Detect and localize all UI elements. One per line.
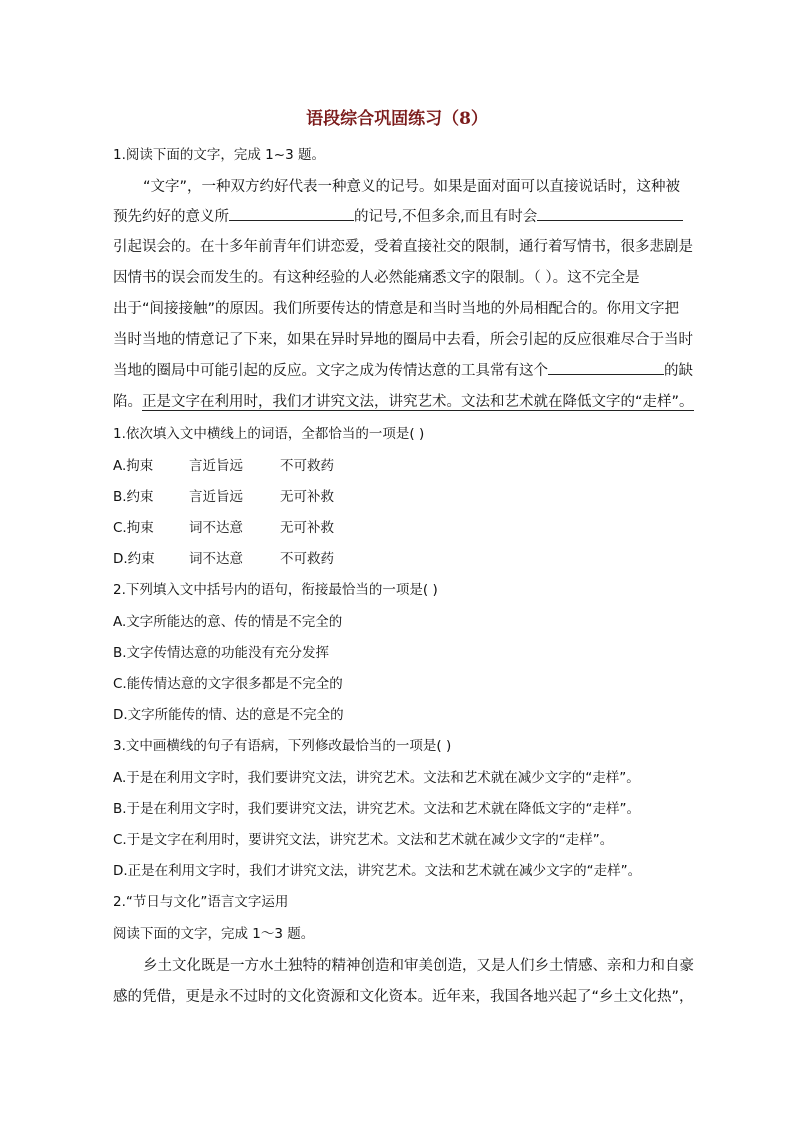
passage-line: 当时当地的情意记了下来，如果在异时异地的圈局中去看，所会引起的反应很难尽合于当时 bbox=[113, 332, 693, 348]
option: B.于是在利用文字时，我们要讲究文法，讲究艺术。文法和艺术就在降低文字的“走样”。 bbox=[113, 801, 641, 817]
option bbox=[113, 549, 334, 569]
question-stem: 3.文中画横线的句子有语病，下列修改最恰当的一项是( ) bbox=[113, 738, 452, 754]
fill-blank bbox=[229, 206, 354, 221]
passage-line bbox=[113, 360, 693, 382]
passage-line: “文字”，一种双方约好代表一种意义的记号。如果是面对面可以直接说话时，这种被 bbox=[143, 179, 681, 195]
option-word: D.约束 bbox=[113, 551, 155, 567]
option: A.于是在利用文字时，我们要讲究文法，讲究艺术。文法和艺术就在减少文字的“走样”。 bbox=[113, 770, 640, 786]
page-title: 语段综合巩固练习（8） bbox=[306, 109, 488, 129]
option: D.文字所能传的情、达的意是不完全的 bbox=[113, 707, 344, 723]
passage-text: 预先约好的意义所 bbox=[113, 209, 229, 225]
passage-text: 的记号,不但多余,而且有时会 bbox=[354, 209, 538, 225]
option-word: B.约束 bbox=[113, 489, 154, 505]
underlined-sentence: 正是文字在利用时，我们才讲究文法，讲究艺术。文法和艺术就在降低文字的“走样”。 bbox=[142, 394, 694, 410]
passage-line: 感的凭借，更是永不过时的文化资源和文化资本。近年来，我国各地兴起了“乡土文化热”， bbox=[113, 989, 694, 1005]
passage-text: 陷。 bbox=[113, 394, 142, 410]
option-word: 言近旨远 bbox=[189, 489, 243, 505]
option bbox=[113, 456, 334, 476]
section-heading: 2.“节日与文化”语言文字运用 bbox=[113, 894, 289, 910]
passage-line: 因情书的误会而发生的。有这种经验的人必然能痛悉文字的限制。（ ）。这不完全是 bbox=[113, 270, 640, 286]
option: A.文字所能达的意、传的情是不完全的 bbox=[113, 614, 343, 630]
passage-line: 出于“间接接触”的原因。我们所要传达的情意是和当时当地的外局相配合的。你用文字把 bbox=[113, 301, 680, 317]
option-word: 无可补救 bbox=[280, 520, 334, 536]
option-word: 不可救药 bbox=[280, 458, 334, 474]
fill-blank bbox=[548, 360, 664, 375]
question-stem: 1.依次填入文中横线上的词语，全都恰当的一项是( ) bbox=[113, 426, 425, 442]
option: B.文字传情达意的功能没有充分发挥 bbox=[113, 645, 330, 661]
option bbox=[113, 487, 334, 507]
option: D.正是在利用文字时，我们才讲究文法，讲究艺术。文法和艺术就在减少文字的“走样”。 bbox=[113, 863, 642, 879]
section-heading: 1.阅读下面的文字，完成 1~3 题。 bbox=[113, 147, 325, 163]
question-stem: 2.下列填入文中括号内的语句，衔接最恰当的一项是( ) bbox=[113, 582, 438, 598]
passage-text: 当地的圈局中可能引起的反应。文字之成为传情达意的工具常有这个 bbox=[113, 363, 548, 379]
option-word: 词不达意 bbox=[189, 551, 243, 567]
passage-line: 引起误会的。在十多年前青年们讲恋爱，受着直接社交的限制，通行着写情书，很多悲剧是 bbox=[113, 239, 693, 255]
option-word: 不可救药 bbox=[280, 551, 334, 567]
passage-text: 的缺 bbox=[664, 363, 693, 379]
instruction: 阅读下面的文字，完成 1～3 题。 bbox=[113, 926, 315, 942]
passage-line bbox=[113, 391, 694, 413]
passage-line: 乡土文化既是一方水土独特的精神创造和审美创造，又是人们乡土情感、亲和力和自豪 bbox=[143, 958, 694, 974]
option-word: C.拘束 bbox=[113, 520, 154, 536]
option-word: 言近旨远 bbox=[189, 458, 243, 474]
option-word: 词不达意 bbox=[189, 520, 243, 536]
option: C.于是文字在利用时，要讲究文法，讲究艺术。文法和艺术就在减少文字的“走样”。 bbox=[113, 832, 614, 848]
option bbox=[113, 518, 334, 538]
passage-line bbox=[113, 206, 683, 228]
option-word: 无可补救 bbox=[280, 489, 334, 505]
option: C.能传情达意的文字很多都是不完全的 bbox=[113, 676, 343, 692]
fill-blank bbox=[537, 206, 683, 221]
option-word: A.拘束 bbox=[113, 458, 154, 474]
